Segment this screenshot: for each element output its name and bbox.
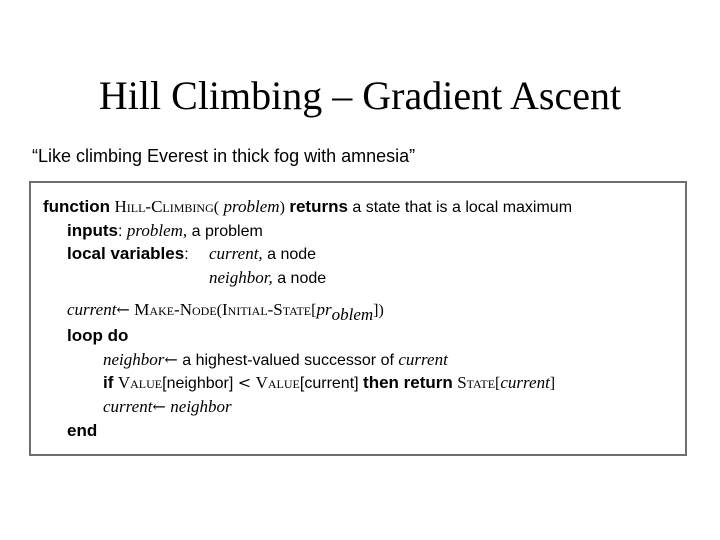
var-current: current — [500, 373, 550, 392]
assign-arrow: ← — [116, 300, 130, 319]
colon: : — [184, 246, 189, 263]
algo-line-current-assign — [103, 396, 232, 419]
quote-text: “Like climbing Everest in thick fog with amnesia” — [32, 146, 416, 166]
open-bracket: [ — [311, 302, 317, 319]
algo-line-neighbor-assign — [103, 349, 448, 372]
algo-line-local-variables — [67, 243, 189, 266]
keyword-inputs: inputs — [67, 221, 118, 240]
algorithm-box — [29, 181, 687, 456]
var-neighbor: neighbor — [170, 397, 232, 416]
param-problem: problem — [223, 197, 280, 216]
algo-line-loop — [67, 325, 128, 348]
close-bracket-paren: ]) — [373, 302, 384, 319]
close-bracket: ] — [549, 375, 556, 392]
function-initial-state: Initial-State — [222, 300, 312, 319]
open-bracket: [ — [495, 375, 501, 392]
var-description: a node — [267, 246, 317, 263]
var-current: current — [67, 300, 117, 319]
successor-description: a highest-valued successor of — [182, 352, 394, 369]
algo-line-if — [103, 372, 555, 395]
algo-line-end — [67, 420, 97, 443]
var-neighbor: neighbor — [103, 350, 165, 369]
open-paren: ( — [213, 199, 220, 216]
algo-line-var-neighbor — [209, 267, 326, 290]
var-current: current — [398, 350, 448, 369]
function-value: Value — [255, 373, 300, 392]
algo-line-inputs — [67, 220, 263, 243]
algo-line-init — [67, 299, 384, 322]
slide-title: Hill Climbing – Gradient Ascent — [98, 73, 622, 118]
keyword-loop-do: loop do — [67, 326, 129, 345]
param-problem-part-b: oblem — [331, 305, 374, 324]
open-paren: ( — [216, 302, 222, 319]
param-problem-part-a: pr — [316, 300, 332, 319]
arg-current: [current] — [299, 375, 359, 392]
less-than: < — [237, 373, 252, 392]
assign-arrow: ← — [164, 350, 178, 369]
var-current: current, — [209, 244, 263, 263]
function-make-node: Make-Node — [134, 300, 217, 319]
keyword-then-return: then return — [363, 373, 453, 392]
keyword-local-variables: local variables — [67, 244, 185, 263]
param-problem: problem, — [126, 221, 188, 240]
var-neighbor: neighbor, — [209, 268, 273, 287]
algo-line-function-header — [43, 196, 572, 219]
keyword-end: end — [67, 421, 98, 440]
function-state: State — [457, 373, 496, 392]
function-name: Hill-Climbing — [114, 197, 214, 216]
function-value: Value — [117, 373, 163, 392]
var-current: current — [103, 397, 153, 416]
keyword-function: function — [43, 197, 111, 216]
input-description: a problem — [191, 223, 263, 240]
arg-neighbor: [neighbor] — [162, 375, 234, 392]
keyword-returns: returns — [289, 197, 348, 216]
assign-arrow: ← — [152, 397, 166, 416]
close-paren: ) — [279, 199, 285, 216]
return-description: a state that is a local maximum — [352, 199, 573, 216]
keyword-if: if — [103, 373, 114, 392]
colon: : — [118, 223, 123, 240]
var-description: a node — [277, 270, 327, 287]
algo-line-var-current — [209, 243, 316, 266]
